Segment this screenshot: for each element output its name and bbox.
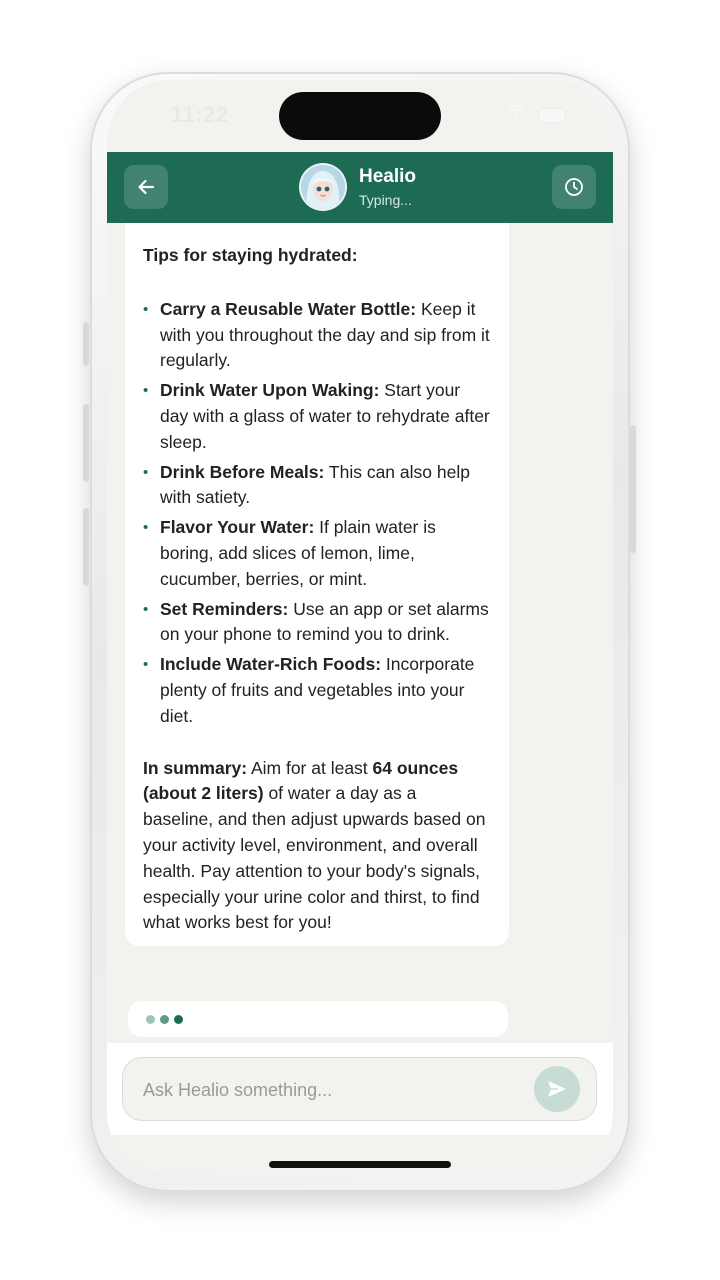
- typing-dot: [160, 1015, 169, 1024]
- list-item: [143, 515, 491, 592]
- phone-screen: [107, 80, 613, 1174]
- home-indicator-area: [107, 1135, 613, 1174]
- summary-text-1: Aim for at least: [247, 757, 373, 778]
- chat-header: [107, 152, 613, 223]
- tip-title: Flavor Your Water:: [160, 517, 315, 538]
- tip-title: Include Water-Rich Foods:: [160, 654, 382, 675]
- tip-text: If plain water is boring, add slices of lemon, lime, cucumber, berries, or mint.: [160, 517, 436, 589]
- dynamic-island: [279, 92, 441, 140]
- battery-icon: [538, 108, 566, 123]
- tip-text: Keep it with you throughout the day and sip from it regularly.: [160, 298, 490, 371]
- typing-status: Typing...: [359, 192, 412, 208]
- tips-heading: Tips for staying hydrated:: [143, 245, 358, 265]
- summary-paragraph: [143, 756, 491, 937]
- message-field: [122, 1057, 597, 1121]
- typing-dot: [146, 1015, 155, 1024]
- home-indicator[interactable]: [269, 1161, 451, 1168]
- assistant-name: Healio: [359, 166, 417, 187]
- arrow-left-icon: [136, 177, 156, 197]
- tips-list: [143, 297, 491, 730]
- avatar: [299, 163, 347, 211]
- list-item: [143, 460, 491, 512]
- typing-indicator: [128, 1001, 508, 1037]
- message-input[interactable]: [141, 1075, 515, 1105]
- tip-title: Set Reminders:: [160, 598, 289, 619]
- list-item: [143, 297, 491, 374]
- clock-icon: [563, 176, 585, 198]
- summary-label: In summary:: [143, 757, 248, 778]
- send-button[interactable]: [534, 1066, 580, 1112]
- tip-text: Use an app or set alarms on your phone to remind you to drink.: [160, 598, 489, 645]
- typing-dot: [174, 1015, 183, 1024]
- wifi-icon: [505, 104, 527, 122]
- list-item: [143, 597, 491, 649]
- list-item: [143, 378, 491, 455]
- tip-text: This can also help with satiety.: [160, 461, 470, 508]
- summary-highlight: 64 ounces (about 2 liters): [143, 757, 459, 804]
- status-bar: [107, 80, 613, 152]
- healio-avatar-image: [301, 165, 345, 209]
- assistant-message-bubble: [125, 223, 509, 946]
- power-button: [630, 425, 636, 553]
- paper-plane-icon: [546, 1078, 568, 1100]
- volume-down-button: [83, 508, 89, 586]
- tip-title: Carry a Reusable Water Bottle:: [160, 298, 417, 319]
- tip-title: Drink Before Meals:: [160, 461, 325, 482]
- summary-text-2: of water a day as a baseline, and then adjust upwards based on your activity level, environment, and overall health. Pay attention to your body's signals, especially your urine color and thirst, to find what works best for you!: [143, 783, 486, 933]
- tip-text: Incorporate plenty of fruits and vegetables into your diet.: [160, 654, 475, 726]
- tip-text: Start your day with a glass of water to rehydrate after sleep.: [160, 380, 490, 452]
- chat-area[interactable]: [107, 223, 613, 1043]
- status-time: 11:22: [171, 102, 229, 127]
- history-button[interactable]: [552, 165, 596, 209]
- composer-bar: [107, 1043, 613, 1135]
- volume-up-button: [83, 404, 89, 482]
- list-item: [143, 652, 491, 729]
- back-button[interactable]: [124, 165, 168, 209]
- mute-switch: [83, 322, 89, 366]
- tip-title: Drink Water Upon Waking:: [160, 380, 380, 401]
